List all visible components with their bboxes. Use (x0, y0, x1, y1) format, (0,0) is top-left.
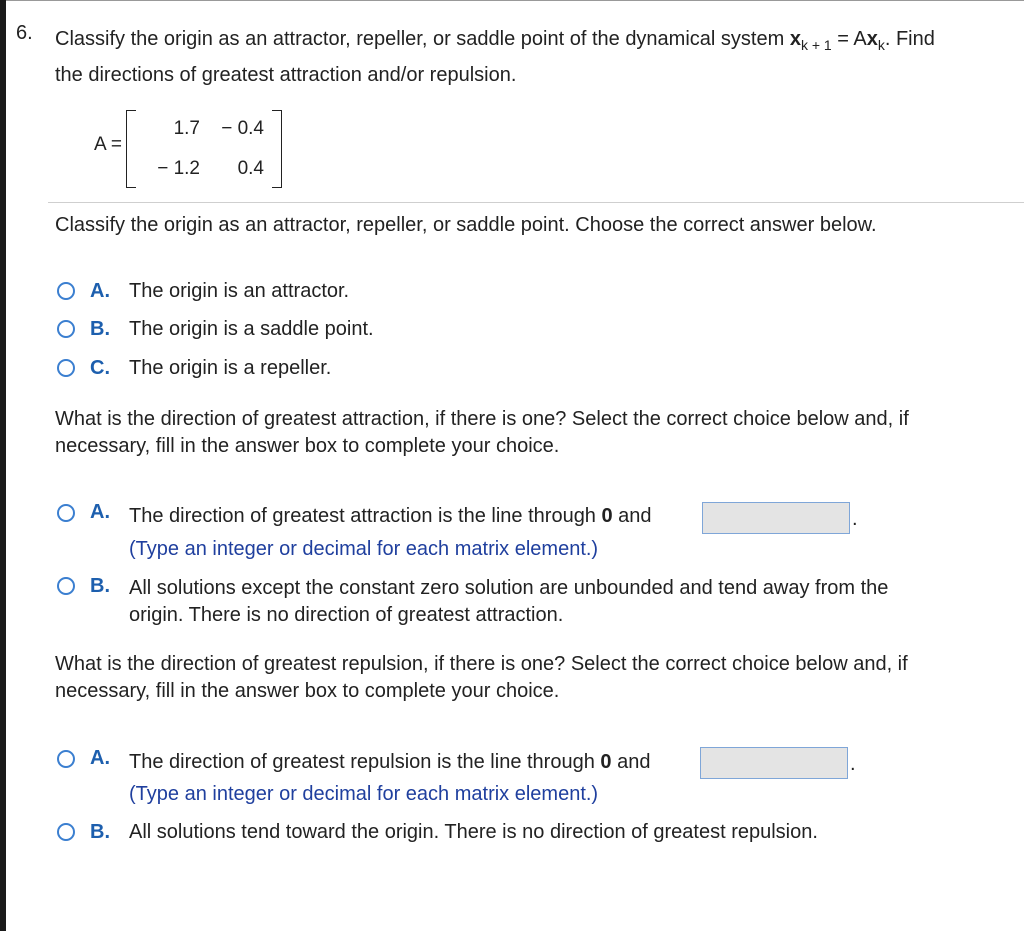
attraction-radio-b[interactable] (57, 577, 75, 595)
classify-option-b-letter: B. (90, 318, 110, 340)
matrix-cell-r1c1: 1.7 (173, 118, 200, 139)
attraction-option-a-text[interactable]: The direction of greatest attraction is the line through 0 and (129, 505, 652, 527)
repulsion-radio-b[interactable] (57, 823, 75, 841)
repulsion-option-a-text[interactable]: The direction of greatest repulsion is the line through 0 and (129, 751, 651, 773)
repulsion-option-b-text[interactable]: All solutions tend toward the origin. There is no direction of greatest repulsion. (129, 821, 818, 843)
attraction-option-b-letter: B. (90, 575, 110, 597)
classify-option-c-text[interactable]: The origin is a repeller. (129, 357, 332, 379)
attraction-option-b-text[interactable]: All solutions except the constant zero solution are unbounded and tend away from the origin. There is no direction of greatest attraction. (129, 577, 889, 626)
repulsion-prompt: What is the direction of greatest repulsion, if there is one? Select the correct choice below and, if necessary, fill in the answer box to complete your choice. (55, 653, 908, 702)
matrix-label: A = (94, 134, 122, 155)
classify-radio-c[interactable] (57, 359, 75, 377)
matrix-cell-r1c2: − 0.4 (221, 118, 264, 139)
classify-option-b-text[interactable]: The origin is a saddle point. (129, 318, 374, 340)
matrix-left-bracket (126, 110, 136, 188)
attraction-answer-box[interactable] (702, 502, 850, 534)
attraction-prompt: What is the direction of greatest attraction, if there is one? Select the correct choice below and, if necessary, fill in the answer box to complete your choice. (55, 408, 909, 457)
repulsion-option-a-letter: A. (90, 747, 110, 769)
classify-radio-b[interactable] (57, 320, 75, 338)
attraction-period: . (852, 508, 858, 530)
section-divider (48, 202, 1024, 203)
repulsion-option-b-letter: B. (90, 821, 110, 843)
classify-option-c-letter: C. (90, 357, 110, 379)
classify-option-a-letter: A. (90, 280, 110, 302)
left-border (0, 0, 6, 931)
repulsion-answer-box[interactable] (700, 747, 848, 779)
classify-radio-a[interactable] (57, 282, 75, 300)
question-line-1: Classify the origin as an attractor, repeller, or saddle point of the dynamical system $x_{k + 1} = Ax_k$. Find (55, 28, 935, 53)
repulsion-hint: (Type an integer or decimal for each matrix element.) (129, 783, 599, 805)
attraction-radio-a[interactable] (57, 504, 75, 522)
attraction-option-a-letter: A. (90, 501, 110, 523)
attraction-hint: (Type an integer or decimal for each matrix element.) (129, 538, 599, 560)
matrix-cell-r2c1: − 1.2 (157, 158, 200, 179)
question-number: 6. (16, 22, 33, 44)
question-line-2: the directions of greatest attraction and/or repulsion. (55, 64, 517, 86)
classify-option-a-text[interactable]: The origin is an attractor. (129, 280, 350, 302)
matrix-cell-r2c2: 0.4 (237, 158, 264, 179)
matrix-right-bracket (272, 110, 282, 188)
classify-prompt: Classify the origin as an attractor, repeller, or saddle point. Choose the correct answer below. (55, 214, 877, 236)
repulsion-period: . (850, 753, 856, 775)
top-divider (6, 0, 1024, 1)
repulsion-radio-a[interactable] (57, 750, 75, 768)
question-text (55, 22, 935, 93)
